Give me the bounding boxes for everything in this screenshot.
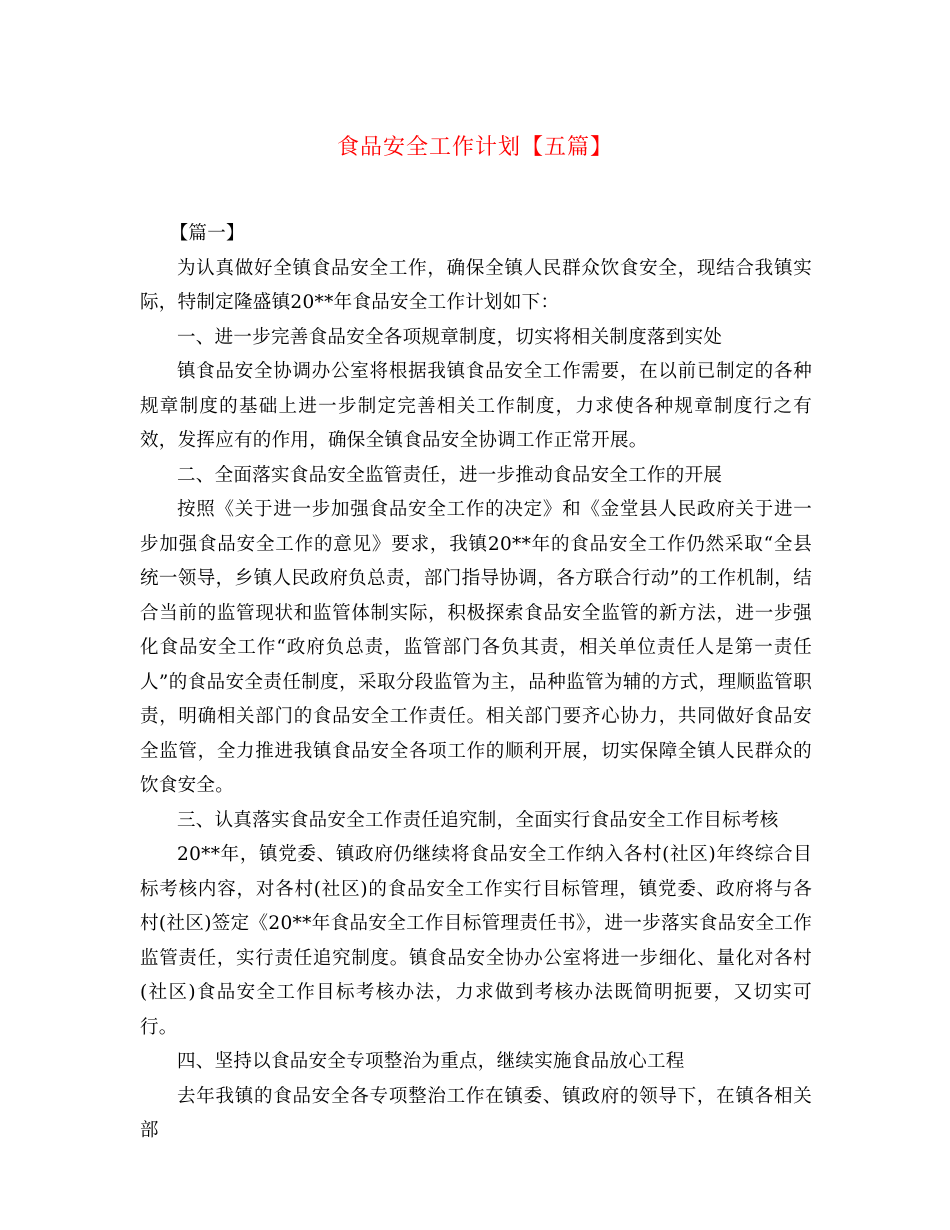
section-heading-part-one: 【篇一】 [169,223,245,244]
document-title: 食品安全工作计划【五篇】 [336,135,613,160]
body-paragraph-3: 20**年，镇党委、镇政府仍继续将食品安全工作纳入各村(社区)年终综合目标考核内容，对各村(社区)的食品安全工作实行目标管理，镇党委、政府将与各村(社区)签定《20**年食品安全工作目标管理责任书》，进一步落实食品安全工作监管责任，实行责任追究制度。镇食品安全协办公室将进一步细化、量化对各村(社区)食品安全工作目标考核办法，力求做到考核办法既简明扼要，又切实可行。 [140,844,812,1038]
heading-item-1: 一、进一步完善食品安全各项规章制度，切实将相关制度落到实处 [177,326,723,348]
heading-item-4: 四、坚持以食品安全专项整治为重点，继续实施食品放心工程 [177,1051,685,1072]
intro-paragraph: 为认真做好全镇食品安全工作，确保全镇人民群众饮食安全，现结合我镇实际，特制定隆盛镇20**年食品安全工作计划如下： [140,257,812,313]
document-body [140,217,812,1149]
body-paragraph-1: 镇食品安全协调办公室将根据我镇食品安全工作需要，在以前已制定的各种规章制度的基础上进一步制定完善相关工作制度，力求使各种规章制度行之有效，发挥应有的作用，确保全镇食品安全协调工作正常开展。 [140,361,812,451]
heading-item-3: 三、认真落实食品安全工作责任追究制，全面实行食品安全工作目标考核 [177,809,779,831]
body-paragraph-4: 去年我镇的食品安全各专项整治工作在镇委、镇政府的领导下，在镇各相关部 [140,1085,812,1141]
body-paragraph-2: 按照《关于进一步加强食品安全工作的决定》和《金堂县人民政府关于进一步加强食品安全工作的意见》要求，我镇20**年的食品安全工作仍然采取“全县统一领导，乡镇人民政府负总责，部门指导协调，各方联合行动”的工作机制，结合当前的监管现状和监管体制实际，积极探索食品安全监管的新方法，进一步强化食品安全工作“政府负总责，监管部门各负其责，相关单位责任人是第一责任人”的食品安全责任制度，采取分段监管为主，品种监管为辅的方式，理顺监管职责，明确相关部门的食品安全工作责任。相关部门要齐心协力，共同做好食品安全监管，全力推进我镇食品安全各项工作的顺利开展，切实保障全镇人民群众的饮食安全。 [140,499,812,796]
heading-item-2: 二、全面落实食品安全监管责任，进一步推动食品安全工作的开展 [177,464,723,486]
